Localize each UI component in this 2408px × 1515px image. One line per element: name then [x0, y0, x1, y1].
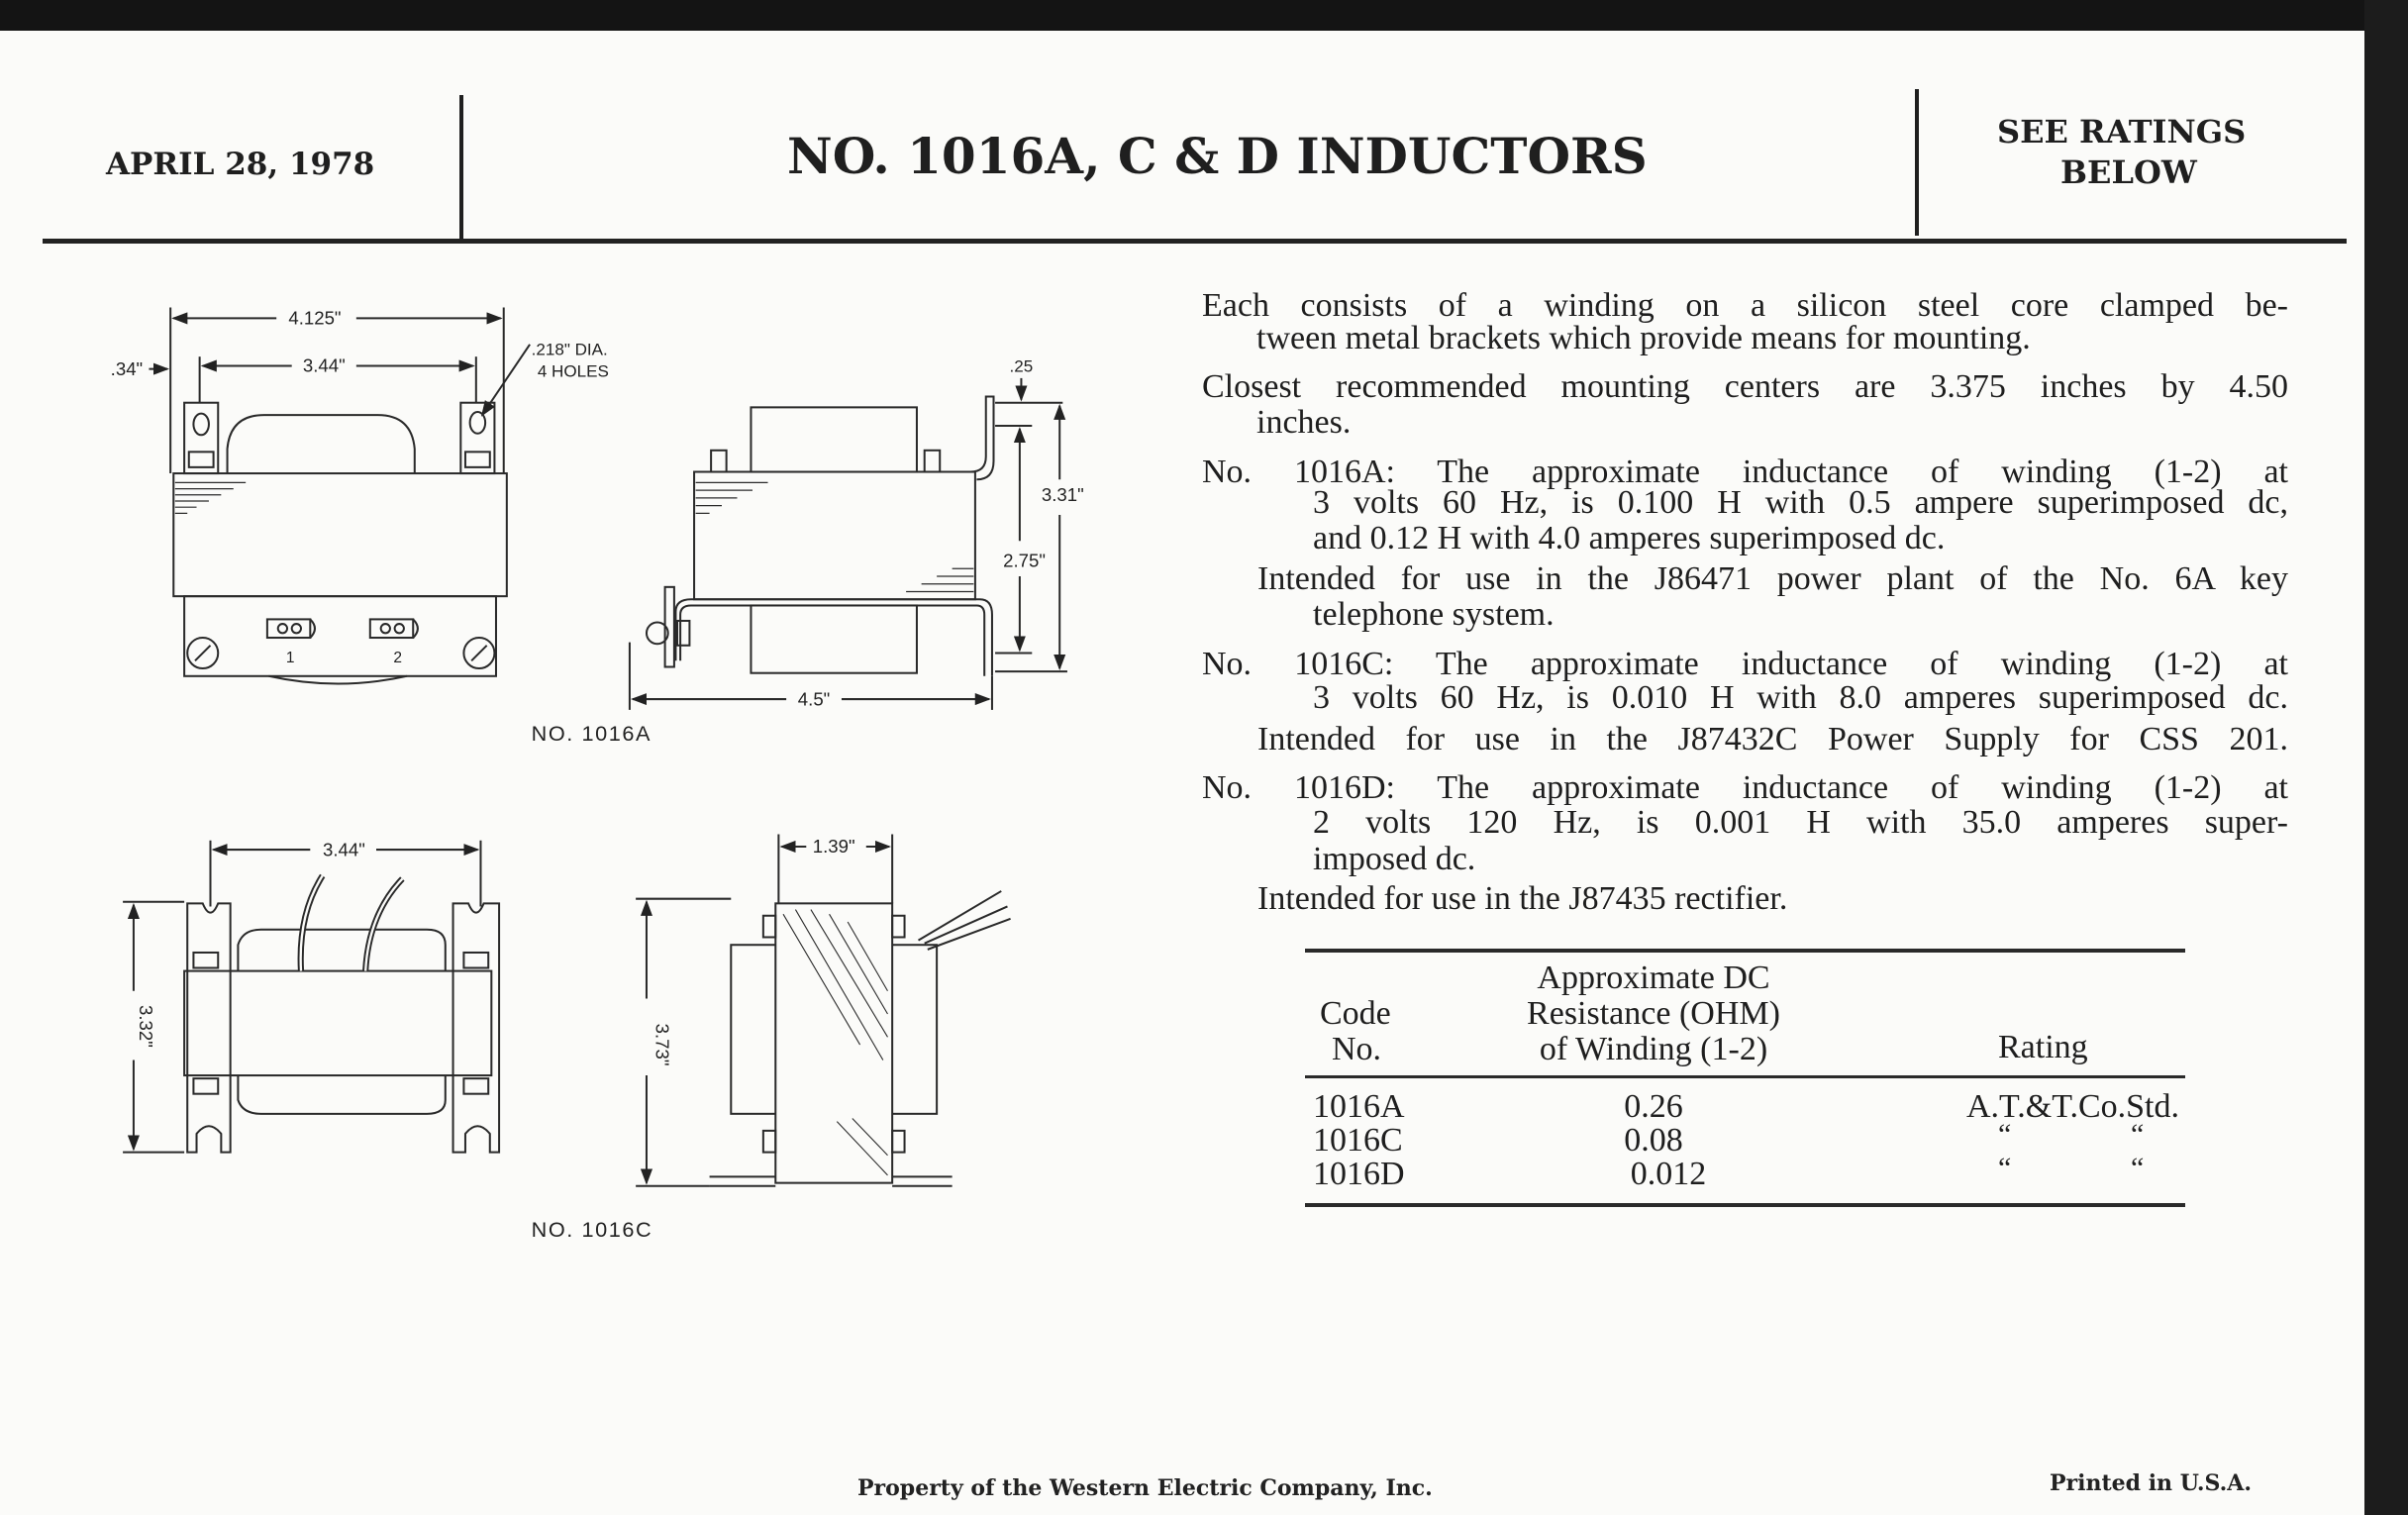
- cell-rating-ditto: “: [1998, 1152, 2012, 1184]
- cell-rating-ditto: “: [1998, 1118, 2012, 1151]
- desc-line: 3 volts 60 Hz, is 0.100 H with 0.5 ampere superimposed dc,: [1313, 484, 2288, 521]
- table-top-rule: [1305, 949, 2185, 953]
- dim-a-overall-width: 4.125": [288, 307, 342, 329]
- desc-line: Each consists of a winding on a silicon steel core clamped be-: [1202, 287, 2288, 324]
- cell-resistance: 0.26: [1624, 1088, 1683, 1125]
- ratings-note-line1: SEE RATINGS: [1997, 113, 2247, 151]
- desc-line: No. 1016A: The approximate inductance of winding (1-2) at: [1202, 454, 2288, 490]
- desc-line: telephone system.: [1313, 596, 1555, 633]
- dim-a-mount-height: 2.75": [1003, 550, 1046, 571]
- cell-rating: A.T.&T.Co.Std.: [1965, 1088, 2179, 1125]
- footer-printed: Printed in U.S.A.: [2050, 1470, 2253, 1496]
- ratings-note-line2: BELOW: [2060, 153, 2197, 191]
- drawing-1016a-side: [630, 357, 1084, 710]
- header-resistance: [1455, 960, 1852, 1067]
- header-code-line: No.: [1332, 1031, 1382, 1067]
- desc-line: imposed dc.: [1313, 841, 1476, 877]
- dim-a-length: 4.5": [797, 688, 831, 710]
- desc-line: Closest recommended mounting centers are 3.375 inches by 4.50: [1202, 368, 2288, 405]
- desc-line: inches.: [1256, 404, 1352, 441]
- desc-line: Intended for use in the J86471 power plant of the No. 6A key: [1257, 560, 2288, 597]
- dim-c-depth: 1.39": [812, 836, 855, 858]
- table-bottom-rule: [1305, 1203, 2185, 1207]
- caption-1016c: NO. 1016C: [531, 1216, 653, 1242]
- drawing-1016a-front: [111, 308, 609, 684]
- desc-line: 3 volts 60 Hz, is 0.010 H with 8.0 amperes superimposed dc.: [1313, 679, 2288, 716]
- desc-line: tween metal brackets which provide means for mounting.: [1256, 320, 2031, 356]
- dim-a-offset: .34": [110, 357, 144, 379]
- header-resistance-line: Resistance (OHM): [1527, 995, 1780, 1032]
- holes-note-line2: 4 HOLES: [537, 361, 609, 381]
- terminal-1-label: 1: [285, 649, 295, 666]
- holes-note-line1: .218" DIA.: [531, 340, 608, 359]
- dim-a-overall-height: 3.31": [1041, 483, 1084, 505]
- desc-line: No. 1016C: The approximate inductance of winding (1-2) at: [1202, 646, 2288, 682]
- dim-c-hole-spacing: 3.44": [323, 839, 365, 860]
- dim-a-hole-spacing: 3.44": [302, 354, 346, 376]
- cell-rating-ditto: “: [2131, 1152, 2145, 1184]
- desc-line: No. 1016D: The approximate inductance of winding (1-2) at: [1202, 769, 2288, 806]
- dim-c-height-side: 3.73": [652, 1023, 673, 1066]
- header-code-line: Code: [1320, 995, 1391, 1032]
- terminal-2-label: 2: [393, 649, 403, 666]
- desc-line: and 0.12 H with 4.0 amperes superimposed dc.: [1313, 520, 1946, 556]
- cell-resistance: 0.012: [1630, 1156, 1707, 1192]
- header-resistance-line: of Winding (1-2): [1539, 1031, 1768, 1067]
- page-title: NO. 1016A, C & D INDUCTORS: [787, 127, 1648, 185]
- footer-property: Property of the Western Electric Company, Inc.: [857, 1475, 1433, 1501]
- cell-code: 1016C: [1313, 1122, 1403, 1159]
- header-code: [1320, 996, 1391, 1067]
- desc-line: Intended for use in the J87432C Power Supply for CSS 201.: [1257, 721, 2288, 758]
- header-resistance-line: Approximate DC: [1537, 960, 1770, 996]
- document-date: APRIL 28, 1978: [106, 147, 375, 182]
- header-rating: Rating: [1998, 1029, 2088, 1065]
- cell-code: 1016A: [1313, 1088, 1405, 1125]
- dim-c-height: 3.32": [136, 1005, 157, 1048]
- table-header-rule: [1305, 1075, 2185, 1078]
- cell-rating-ditto: “: [2131, 1118, 2145, 1151]
- cell-code: 1016D: [1313, 1156, 1405, 1192]
- caption-1016a: NO. 1016A: [531, 720, 652, 746]
- drawing-1016c-front: [123, 839, 499, 1152]
- desc-line: Intended for use in the J87435 rectifier.: [1257, 880, 1788, 917]
- drawing-1016c-side: [636, 835, 1010, 1186]
- cell-resistance: 0.08: [1624, 1122, 1683, 1159]
- dim-a-bracket: .25: [1009, 356, 1034, 376]
- desc-line: 2 volts 120 Hz, is 0.001 H with 35.0 amperes super-: [1313, 804, 2288, 841]
